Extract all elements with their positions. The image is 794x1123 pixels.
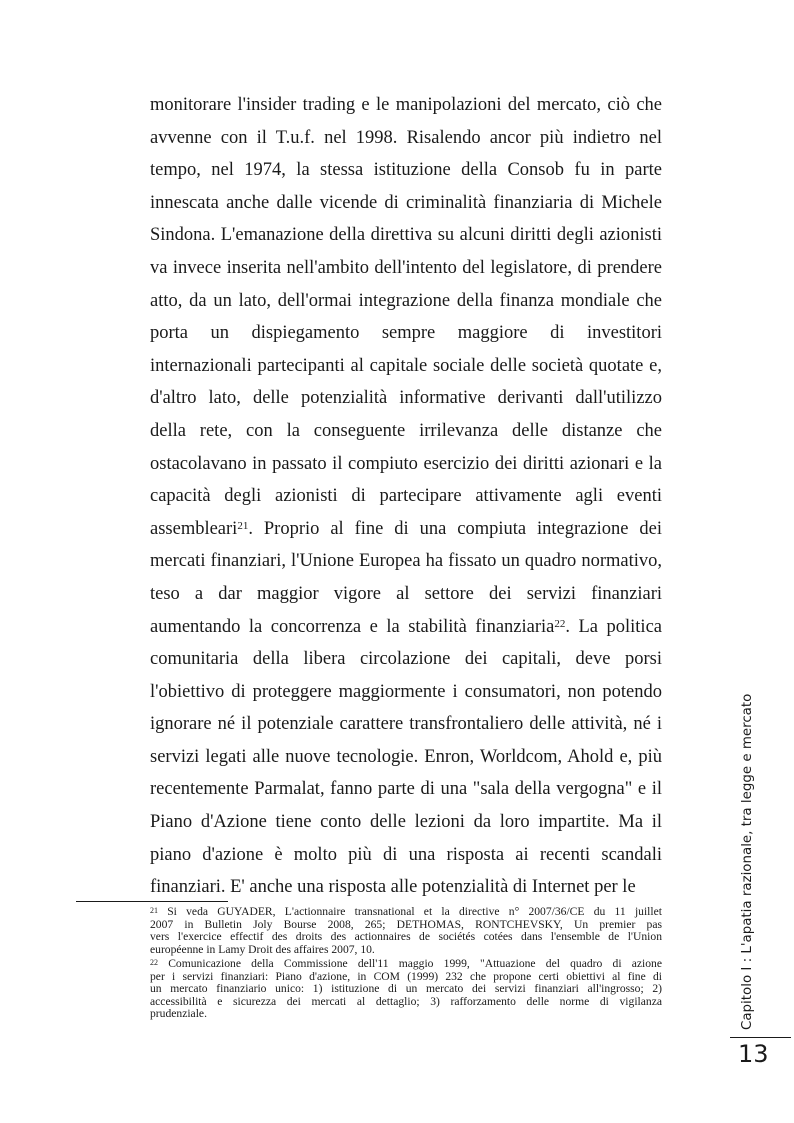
text-line: Sindona. L'emanazione della direttiva su alcuni diritti degli azionisti [150, 225, 662, 246]
page-number: 13 [738, 1040, 769, 1068]
footnote-number: 22 [150, 958, 158, 967]
text-line: avvenne con il T.u.f. nel 1998. Risalendo ancor più indietro nel [150, 127, 662, 148]
footnotes [150, 906, 662, 1021]
footnote-21-line: européenne in Lamy Droit des affaires 2007, 10. [150, 942, 375, 956]
text-line: l'obiettivo di proteggere maggiormente i consumatori, non potendo [150, 681, 662, 702]
text-line: monitorare l'insider trading e le manipolazioni del mercato, ciò che [150, 95, 662, 115]
text-line: servizi legati alle nuove tecnologie. Enron, Worldcom, Ahold e, più [150, 746, 662, 767]
text-line: finanziari. E' anche una risposta alle potenzialità di Internet per le [150, 877, 636, 898]
text-line: piano d'azione è molto più di una risposta ai recenti scandali [150, 844, 662, 865]
text-line [150, 513, 662, 546]
text-line: teso a dar maggior vigore al settore dei servizi finanziari [150, 583, 662, 604]
text-line: recentemente Parmalat, fanno parte di una "sala della vergogna" e il [150, 779, 662, 800]
main-text [150, 89, 662, 904]
text-line: ostacolavano in passato il compiuto esercizio dei diritti azionari e la [150, 453, 662, 474]
footnote-21-line: 2007 in Bulletin Joly Bourse 2008, 265; DETHOMAS, RONTCHEVSKY, Un premier pas [150, 917, 662, 931]
footnote-22-line [150, 958, 662, 971]
footnote-22-line: prudenziale. [150, 1007, 207, 1020]
text-line: porta un dispiegamento sempre maggiore di investitori [150, 323, 662, 344]
text-line: della rete, con la conseguente irrilevanza delle distanze che [150, 420, 662, 441]
footnote-separator [76, 901, 228, 902]
chapter-running-header: Capitolo I : L'apatia razionale, tra legge e mercato [740, 693, 755, 1030]
page-number-separator [730, 1037, 791, 1038]
footnote-ref-22[interactable]: 22 [554, 617, 566, 630]
text-line: internazionali partecipanti al capitale sociale delle società quotate e, [150, 355, 662, 376]
footnote-text: Si veda GUYADER, L'actionnaire transnational et la directive n° 2007/36/CE du 11 juillet [158, 905, 662, 918]
text-segment: . Proprio al fine di una compiuta integrazione dei [248, 518, 662, 539]
footnote-text: Comunicazione della Commissione dell'11 maggio 1999, "Attuazione del quadro di azione [158, 957, 662, 970]
text-line: ignorare né il potenziale carattere transfrontaliero delle attività, né i [150, 714, 662, 735]
footnote-ref-21[interactable]: 21 [237, 519, 249, 532]
footnote-22-line: accessibilità e sicurezza dei mercati al dettaglio; 3) rafforzamento delle norme di vigilanza [150, 994, 662, 1008]
text-segment: assembleari [150, 518, 238, 539]
footnote-21-line [150, 906, 662, 919]
text-line: capacità degli azionisti di partecipare attivamente agli eventi [150, 486, 662, 507]
text-segment: aumentando la concorrenza e la stabilità finanziaria [150, 616, 555, 637]
text-line: d'altro lato, delle potenzialità informative derivanti dall'utilizzo [150, 388, 662, 409]
text-segment: . La politica [565, 616, 662, 637]
text-line: innescata anche dalle vicende di criminalità finanziaria di Michele [150, 192, 662, 213]
text-line: atto, da un lato, dell'ormai integrazione della finanza mondiale che [150, 290, 662, 311]
footnote-22-line: un mercato finanziario unico: 1) istituzione di un mercato dei servizi finanziari all'ingrosso; 2) [150, 982, 662, 995]
footnote-21-line: vers l'exercice effectif des droits des actionnaires de sociétés cotées dans l'ensemble de l'Union [150, 930, 662, 943]
footnote-22-line: per i servizi finanziari: Piano d'azione, in COM (1999) 232 che propone certi obiettivi al fine di [150, 969, 662, 983]
text-line: va invece inserita nell'ambito dell'intento del legislatore, di prendere [150, 257, 662, 278]
footnote-number: 21 [150, 906, 158, 915]
text-line: mercati finanziari, l'Unione Europea ha fissato un quadro normativo, [150, 551, 662, 572]
text-line: comunitaria della libera circolazione dei capitali, deve porsi [150, 649, 662, 670]
text-line [150, 611, 662, 644]
text-line: Piano d'Azione tiene conto delle lezioni da loro impartite. Ma il [150, 812, 662, 833]
text-line: tempo, nel 1974, la stessa istituzione della Consob fu in parte [150, 160, 662, 181]
